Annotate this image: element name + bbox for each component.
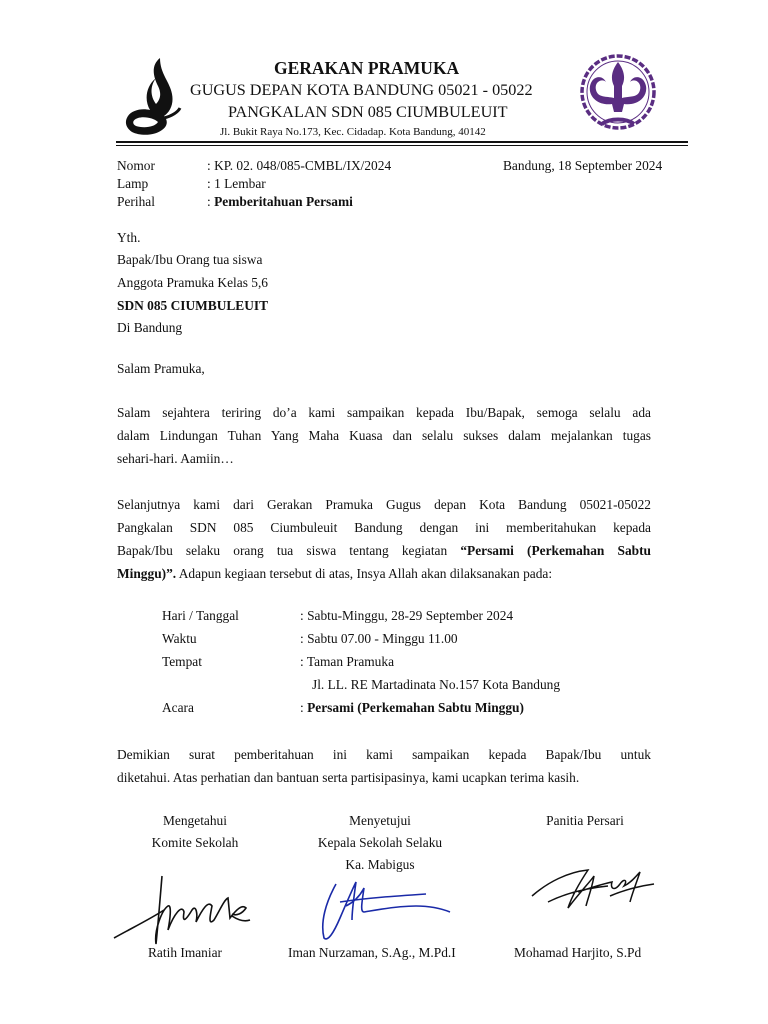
signature-name-principal: Iman Nurzaman, S.Ag., M.Pd.I xyxy=(288,945,456,960)
recipient-yth: Yth. xyxy=(117,230,141,245)
recipient-line1: Bapak/Ibu Orang tua siswa xyxy=(117,252,263,267)
signature-committee-chair xyxy=(528,862,668,926)
detail-value-address: Jl. LL. RE Martadinata No.157 Kota Bandung xyxy=(312,677,561,692)
paragraph-line: Bapak/Ibu selaku orang tua siswa tentang kegiatan “Persami (Perkemahan Sabtu xyxy=(117,543,651,558)
nomor-value: : KP. 02. 048/085-CMBL/IX/2024 xyxy=(207,158,392,173)
place-date: Bandung, 18 September 2024 xyxy=(503,158,663,173)
gugus-title: GUGUS DEPAN KOTA BANDUNG 05021 - 05022 xyxy=(190,81,533,99)
signature-name-committee: Ratih Imaniar xyxy=(148,945,222,960)
signature-block-committee xyxy=(120,810,270,854)
tunas-kelapa-logo xyxy=(120,56,182,138)
detail-value-place: : Taman Pramuka xyxy=(300,654,395,669)
address-line: Jl. Bukit Raya No.173, Kec. Cidadap. Kota Bandung, 40142 xyxy=(220,126,486,138)
letterhead-divider-thin xyxy=(116,145,688,146)
paragraph-opening xyxy=(117,401,651,470)
detail-label-event: Acara xyxy=(162,700,194,715)
paragraph-line: sehari-hari. Aamiin… xyxy=(117,451,234,466)
pangkalan-title: PANGKALAN SDN 085 CIUMBULEUIT xyxy=(228,103,508,121)
signature-role: Kepala Sekolah Selaku xyxy=(317,835,443,850)
detail-label-date: Hari / Tanggal xyxy=(162,608,239,623)
org-title: GERAKAN PRAMUKA xyxy=(274,58,460,78)
signature-role: Mengetahui xyxy=(163,813,227,828)
lamp-label: Lamp xyxy=(117,176,149,191)
detail-label-place: Tempat xyxy=(162,654,202,669)
paragraph-line: Selanjutnya kami dari Gerakan Pramuka Gugus depan Kota Bandung 05021-05022 xyxy=(117,497,651,512)
paragraph-line: diketahui. Atas perhatian dan bantuan serta partisipasinya, kami ucapkan terima kasih. xyxy=(117,770,580,785)
recipient-line2: Anggota Pramuka Kelas 5,6 xyxy=(117,275,268,290)
signature-role: Komite Sekolah xyxy=(151,835,239,850)
signature-block-principal xyxy=(290,810,470,876)
paragraph-line: Pangkalan SDN 085 Ciumbuleuit Bandung dengan ini memberitahukan kepada xyxy=(117,520,651,535)
signature-committee xyxy=(112,870,262,950)
greeting: Salam Pramuka, xyxy=(117,361,205,376)
signature-principal xyxy=(316,872,456,944)
detail-value-time: : Sabtu 07.00 - Minggu 11.00 xyxy=(300,631,458,646)
signature-role: Ka. Mabigus xyxy=(345,857,415,872)
paragraph-line: Demikian surat pemberitahuan ini kami sampaikan kepada Bapak/Ibu untuk xyxy=(117,747,651,762)
paragraph-line: Salam sejahtera teriring do’a kami sampaikan kepada Ibu/Bapak, semoga selalu ada xyxy=(117,405,651,420)
signature-block-committee-chair xyxy=(515,810,655,832)
wosm-emblem xyxy=(576,52,660,136)
signature-role: Menyetujui xyxy=(349,813,411,828)
paragraph-announcement xyxy=(117,493,651,585)
paragraph-closing xyxy=(117,743,651,789)
detail-value-date: : Sabtu-Minggu, 28-29 September 2024 xyxy=(300,608,514,623)
lamp-value: : 1 Lembar xyxy=(207,176,266,191)
signature-name-committee-chair: Mohamad Harjito, S.Pd xyxy=(514,945,642,960)
paragraph-line: dalam Lindungan Tuhan Yang Maha Kuasa dan selalu sukses dalam mejalankan tugas xyxy=(117,428,651,443)
recipient-city: Di Bandung xyxy=(117,320,183,335)
detail-label-time: Waktu xyxy=(162,631,197,646)
paragraph-line: Minggu)”. Adapun kegiaan tersebut di atas, Insya Allah akan dilaksanakan pada: xyxy=(117,566,553,581)
recipient-school: SDN 085 CIUMBULEUIT xyxy=(117,298,269,313)
signature-role: Panitia Persari xyxy=(546,813,624,828)
perihal-value: : Pemberitahuan Persami xyxy=(207,194,353,209)
perihal-label: Perihal xyxy=(117,194,155,209)
letterhead-divider-thick xyxy=(116,141,688,143)
detail-value-event: : Persami (Perkemahan Sabtu Minggu) xyxy=(300,700,524,715)
nomor-label: Nomor xyxy=(117,158,155,173)
